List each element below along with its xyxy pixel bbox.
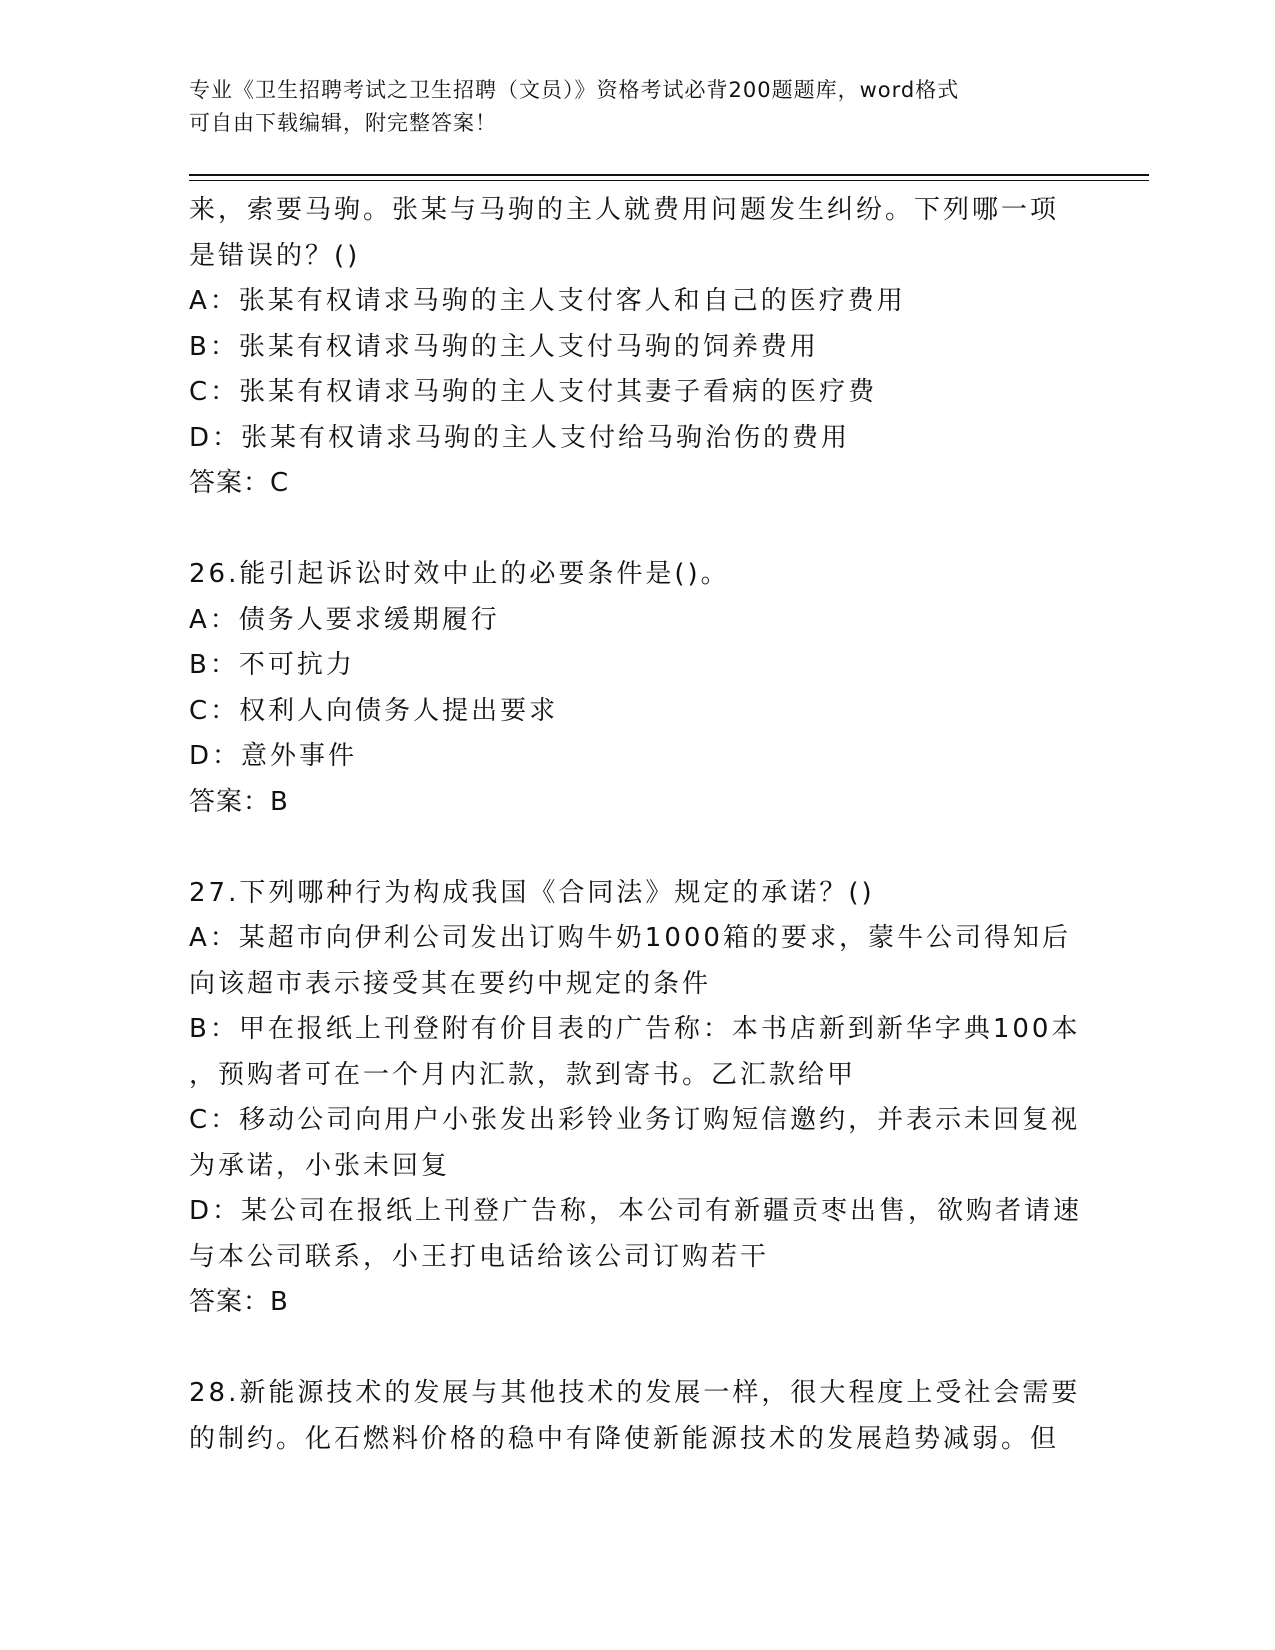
question-stem-line: 27.下列哪种行为构成我国《合同法》规定的承诺？() — [189, 877, 875, 908]
option-c-line-1: C：移动公司向用户小张发出彩铃业务订购短信邀约，并表示未回复视 — [189, 1105, 1081, 1135]
header-line-2: 可自由下载编辑，附完整答案！ — [189, 111, 497, 135]
header-divider-thick — [189, 174, 1149, 176]
spacer — [189, 1326, 1089, 1372]
option-d: D：意外事件 — [189, 741, 358, 771]
option-a: A：债务人要求缓期履行 — [189, 604, 500, 635]
option-b-line-2: ，预购者可在一个月内汇款，款到寄书。乙汇款给甲 — [189, 1059, 857, 1090]
spacer — [189, 507, 1089, 553]
option-b: B：张某有权请求马驹的主人支付马驹的饲养费用 — [189, 331, 819, 362]
option-d-line-1: D：某公司在报纸上刊登广告称，本公司有新疆贡枣出售，欲购者请速 — [189, 1196, 1083, 1226]
question-26 — [189, 552, 1089, 825]
option-d: D：张某有权请求马驹的主人支付给马驹治伤的费用 — [189, 422, 851, 453]
header-line-1: 专业《卫生招聘考试之卫生招聘（文员）》资格考试必背200题题库，word格式 — [189, 78, 960, 102]
option-a-line-1: A：某超市向伊利公司发出订购牛奶1000箱的要求，蒙牛公司得知后 — [189, 923, 1071, 953]
question-25 — [189, 188, 1089, 507]
document-body — [189, 188, 1089, 1462]
option-b-line-1: B：甲在报纸上刊登附有价目表的广告称：本书店新到新华字典100本 — [189, 1014, 1081, 1044]
header-divider-thin — [189, 180, 1149, 181]
option-b: B：不可抗力 — [189, 650, 355, 680]
option-c-line-2: 为承诺，小张未回复 — [189, 1150, 451, 1181]
question-stem-line: 是错误的？() — [189, 240, 361, 271]
answer: 答案：B — [189, 1287, 289, 1317]
question-28 — [189, 1371, 1089, 1462]
option-d-line-2: 与本公司联系，小王打电话给该公司订购若干 — [189, 1241, 770, 1272]
question-stem-line: 来，索要马驹。张某与马驹的主人就费用问题发生纠纷。下列哪一项 — [189, 195, 1060, 225]
option-c: C：张某有权请求马驹的主人支付其妻子看病的医疗费 — [189, 377, 878, 407]
option-a: A：张某有权请求马驹的主人支付客人和自己的医疗费用 — [189, 286, 906, 316]
option-a-line-2: 向该超市表示接受其在要约中规定的条件 — [189, 968, 712, 999]
question-stem-line: 的制约。化石燃料价格的稳中有降使新能源技术的发展趋势减弱。但 — [189, 1423, 1060, 1454]
spacer — [189, 825, 1089, 871]
answer: 答案：B — [189, 786, 289, 817]
question-27 — [189, 871, 1089, 1326]
answer: 答案：C — [189, 468, 290, 498]
question-stem-line: 26.能引起诉讼时效中止的必要条件是()。 — [189, 559, 730, 589]
option-c: C：权利人向债务人提出要求 — [189, 695, 559, 726]
question-stem-line: 28.新能源技术的发展与其他技术的发展一样，很大程度上受社会需要 — [189, 1378, 1081, 1408]
document-header — [189, 74, 1089, 140]
